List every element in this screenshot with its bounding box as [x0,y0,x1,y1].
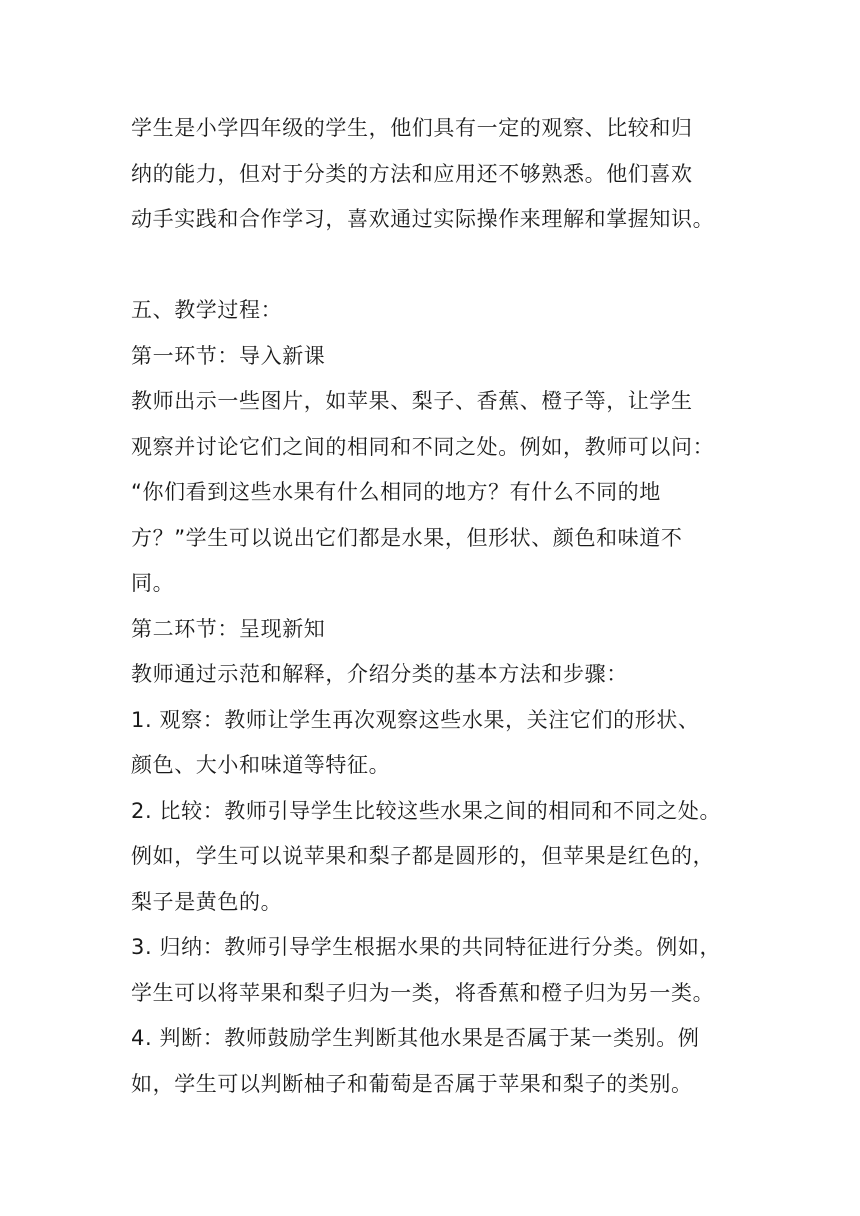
paragraph-line: 观察并讨论它们之间的相同和不同之处。例如，教师可以问： [131,434,715,459]
list-item-line: 颜色、大小和味道等特征。 [131,753,391,777]
paragraph-line: 教师通过示范和解释，介绍分类的基本方法和步骤： [131,662,628,686]
blank-line [131,243,751,289]
list-item-line: 梨子是黄色的。 [131,889,283,914]
list-item-line: 3. 归纳：教师引导学生根据水果的共同特征进行分类。例如， [131,935,722,959]
list-item-line: 2. 比较：教师引导学生比较这些水果之间的相同和不同之处。 [131,798,722,823]
paragraph-line: 纳的能力，但对于分类的方法和应用还不够熟悉。他们喜欢 [131,161,693,186]
paragraph-line: 学生是小学四年级的学生，他们具有一定的观察、比较和归 [131,116,693,140]
paragraph-line: 同。 [131,571,175,595]
list-item-line: 1. 观察：教师让学生再次观察这些水果，关注它们的形状、 [131,707,700,732]
section-heading: 五、教学过程： [131,298,283,322]
paragraph-line: 方？”学生可以说出它们都是水果，但形状、颜色和味道不 [131,525,683,550]
paragraph-line: 动手实践和合作学习，喜欢通过实际操作来理解和掌握知识。 [131,207,715,231]
list-item-line: 如，学生可以判断柚子和葡萄是否属于苹果和梨子的类别。 [131,1071,693,1096]
document-body [131,106,751,1107]
subsection-heading: 第二环节：呈现新知 [131,616,326,641]
list-item-line: 例如，学生可以说苹果和梨子都是圆形的，但苹果是红色的， [131,844,715,868]
list-item-line: 4. 判断：教师鼓励学生判断其他水果是否属于某一类别。例 [131,1026,700,1050]
paragraph-line: 教师出示一些图片，如苹果、梨子、香蕉、橙子等，让学生 [131,389,693,413]
subsection-heading: 第一环节：导入新课 [131,343,326,368]
paragraph-line: “你们看到这些水果有什么相同的地方？有什么不同的地 [131,480,661,504]
list-item-line: 学生可以将苹果和梨子归为一类，将香蕉和橙子归为另一类。 [131,980,715,1005]
